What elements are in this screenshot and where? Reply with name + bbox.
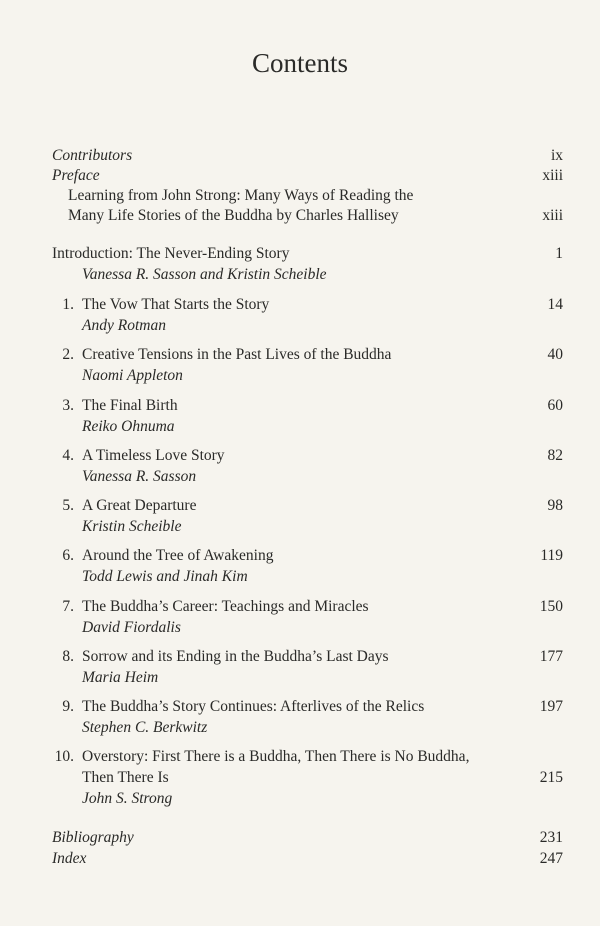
toc-preface-sub-page: xiii	[542, 207, 563, 224]
chapter-number: 4.	[62, 447, 74, 464]
chapter-page: 119	[540, 547, 563, 564]
chapter-author: Todd Lewis and Jinah Kim	[82, 568, 248, 585]
chapter-number: 8.	[62, 648, 74, 665]
chapter-number: 3.	[62, 397, 74, 414]
chapter-author: Andy Rotman	[82, 317, 166, 334]
chapter-title: The Final Birth	[82, 397, 178, 414]
chapter-number: 1.	[62, 296, 74, 313]
chapter-number: 10.	[54, 748, 74, 765]
chapter-number: 2.	[62, 346, 74, 363]
toc-preface-page: xiii	[542, 167, 563, 184]
toc-contributors-page: ix	[550, 147, 563, 164]
toc-bibliography-page: 231	[539, 829, 563, 846]
chapter-title: A Timeless Love Story	[82, 447, 225, 464]
toc-intro-author: Vanessa R. Sasson and Kristin Scheible	[82, 266, 327, 283]
toc-preface-sub-line1: Learning from John Strong: Many Ways of Reading the	[68, 187, 414, 204]
chapter-author: Stephen C. Berkwitz	[82, 719, 208, 736]
toc-index-page: 247	[539, 850, 563, 867]
chapter-page: 82	[547, 447, 563, 464]
chapter-page: 60	[547, 397, 563, 414]
toc-intro-page: 1	[555, 245, 563, 262]
chapter-author: Vanessa R. Sasson	[82, 468, 197, 485]
chapter-author: David Fiordalis	[82, 619, 181, 636]
chapter-title: Sorrow and its Ending in the Buddha’s Last Days	[82, 648, 389, 665]
chapter-page: 14	[547, 296, 563, 313]
chapter-author: Naomi Appleton	[82, 367, 183, 384]
chapter-page: 150	[539, 598, 563, 615]
toc-preface-label: Preface	[52, 167, 100, 184]
chapter-author: Kristin Scheible	[82, 518, 182, 535]
chapter-number: 6.	[62, 547, 74, 564]
toc-preface-sub-line2: Many Life Stories of the Buddha by Charles Hallisey	[68, 207, 399, 224]
chapter-page: 98	[547, 497, 563, 514]
toc-intro-title: Introduction: The Never-Ending Story	[52, 245, 290, 262]
toc-bibliography-label: Bibliography	[52, 829, 134, 846]
chapter-author: John S. Strong	[82, 790, 173, 807]
chapter-number: 9.	[62, 698, 74, 715]
chapter-title: A Great Departure	[82, 497, 197, 514]
chapter-title: The Buddha’s Story Continues: Afterlives of the Relics	[82, 698, 425, 715]
chapter-page: 40	[547, 346, 563, 363]
chapter-page: 215	[539, 769, 563, 786]
chapter-author: Maria Heim	[82, 669, 159, 686]
chapter-page: 177	[539, 648, 563, 665]
chapter-page: 197	[539, 698, 563, 715]
chapter-title: Around the Tree of Awakening	[82, 547, 274, 564]
chapter-number: 7.	[62, 598, 74, 615]
chapter-number: 5.	[62, 497, 74, 514]
toc-index-label: Index	[52, 850, 87, 867]
page-title: Contents	[251, 48, 348, 78]
chapter-title: The Buddha’s Career: Teachings and Miracles	[82, 598, 369, 615]
chapter-title: The Vow That Starts the Story	[82, 296, 270, 313]
chapter-title-line1: Overstory: First There is a Buddha, Then There is No Buddha,	[82, 748, 470, 765]
toc-contributors-label: Contributors	[52, 147, 133, 164]
chapter-title: Creative Tensions in the Past Lives of the Buddha	[82, 346, 392, 363]
chapter-title-line2: Then There Is	[82, 769, 169, 786]
chapter-author: Reiko Ohnuma	[82, 418, 175, 435]
